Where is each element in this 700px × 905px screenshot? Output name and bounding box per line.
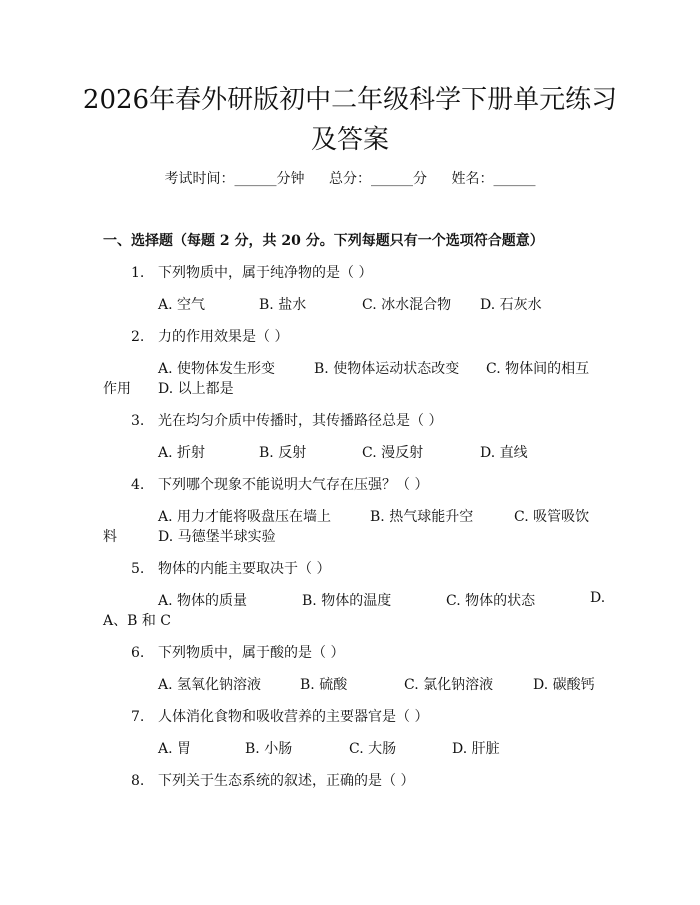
question-number: 4. [131, 477, 145, 493]
question-text: 物体的内能主要取决于（ ） [158, 561, 331, 577]
question-text: 人体消化食物和吸收营养的主要器官是（ ） [158, 709, 429, 725]
option-c-continued: 料 [103, 529, 117, 545]
total-score-field: 总分：______分 [329, 171, 427, 187]
question-4 [131, 474, 428, 494]
question-text: 光在均匀介质中传播时，其传播路径总是（ ） [158, 413, 443, 429]
page-title: 2026年春外研版初中二年级科学下册单元练习及答案 [82, 85, 618, 155]
question-5 [131, 558, 330, 578]
question-text: 下列哪个现象不能说明大气存在压强？（ ） [158, 477, 429, 493]
option-b: B. 小肠 [245, 741, 293, 757]
question-number: 3. [131, 413, 145, 429]
option-c: C. 吸管吸饮 [514, 509, 590, 525]
option-a: A. 折射 [158, 445, 206, 461]
option-d: D. [590, 590, 606, 606]
question-number: 7. [131, 709, 145, 725]
question-number: 6. [131, 645, 145, 661]
option-c: C. 氯化钠溶液 [404, 677, 494, 693]
option-d: D. 碳酸钙 [533, 677, 595, 693]
question-number: 1. [131, 265, 145, 281]
option-d-continued: A、B 和 C [103, 613, 172, 629]
option-c: C. 物体间的相互 [486, 361, 590, 377]
option-b: B. 反射 [259, 445, 307, 461]
option-d: D. 马德堡半球实验 [158, 529, 276, 545]
option-c: C. 物体的状态 [446, 593, 536, 609]
option-c: C. 冰水混合物 [362, 297, 452, 313]
option-d: D. 肝脏 [452, 741, 500, 757]
question-text: 下列物质中，属于酸的是（ ） [158, 645, 345, 661]
question-text: 力的作用效果是（ ） [158, 329, 289, 345]
question-number: 2. [131, 329, 145, 345]
question-7 [131, 706, 428, 726]
option-d: D. 以上都是 [158, 381, 234, 397]
question-6 [131, 642, 344, 662]
question-number: 8. [131, 773, 145, 789]
option-a: A. 使物体发生形变 [158, 361, 276, 377]
option-a: A. 胃 [158, 741, 192, 757]
option-a: A. 氢氧化钠溶液 [158, 677, 262, 693]
option-c: C. 大肠 [349, 741, 397, 757]
question-text: 下列关于生态系统的叙述，正确的是（ ） [158, 773, 415, 789]
question-1 [131, 262, 372, 282]
question-8 [131, 770, 414, 790]
option-a: A. 空气 [158, 297, 206, 313]
option-a: A. 用力才能将吸盘压在墙上 [158, 509, 332, 525]
option-c-continued: 作用 [103, 381, 131, 397]
option-a: A. 物体的质量 [158, 593, 248, 609]
option-c: C. 漫反射 [362, 445, 424, 461]
question-text: 下列物质中，属于纯净物的是（ ） [158, 265, 373, 281]
exam-time-field: 考试时间：______分钟 [164, 171, 305, 187]
option-b: B. 硫酸 [300, 677, 348, 693]
student-name-field: 姓名：______ [451, 171, 536, 187]
option-b: B. 热气球能升空 [370, 509, 474, 525]
option-d: D. 石灰水 [480, 297, 542, 313]
option-b: B. 物体的温度 [302, 593, 392, 609]
section-heading: 一、选择题（每题 2 分，共 20 分。下列每题只有一个选项符合题意） [103, 233, 544, 249]
question-3 [131, 410, 442, 430]
option-d: D. 直线 [480, 445, 528, 461]
option-b: B. 使物体运动状态改变 [314, 361, 460, 377]
exam-info [0, 168, 700, 188]
question-2 [131, 326, 288, 346]
question-number: 5. [131, 561, 145, 577]
option-b: B. 盐水 [259, 297, 307, 313]
